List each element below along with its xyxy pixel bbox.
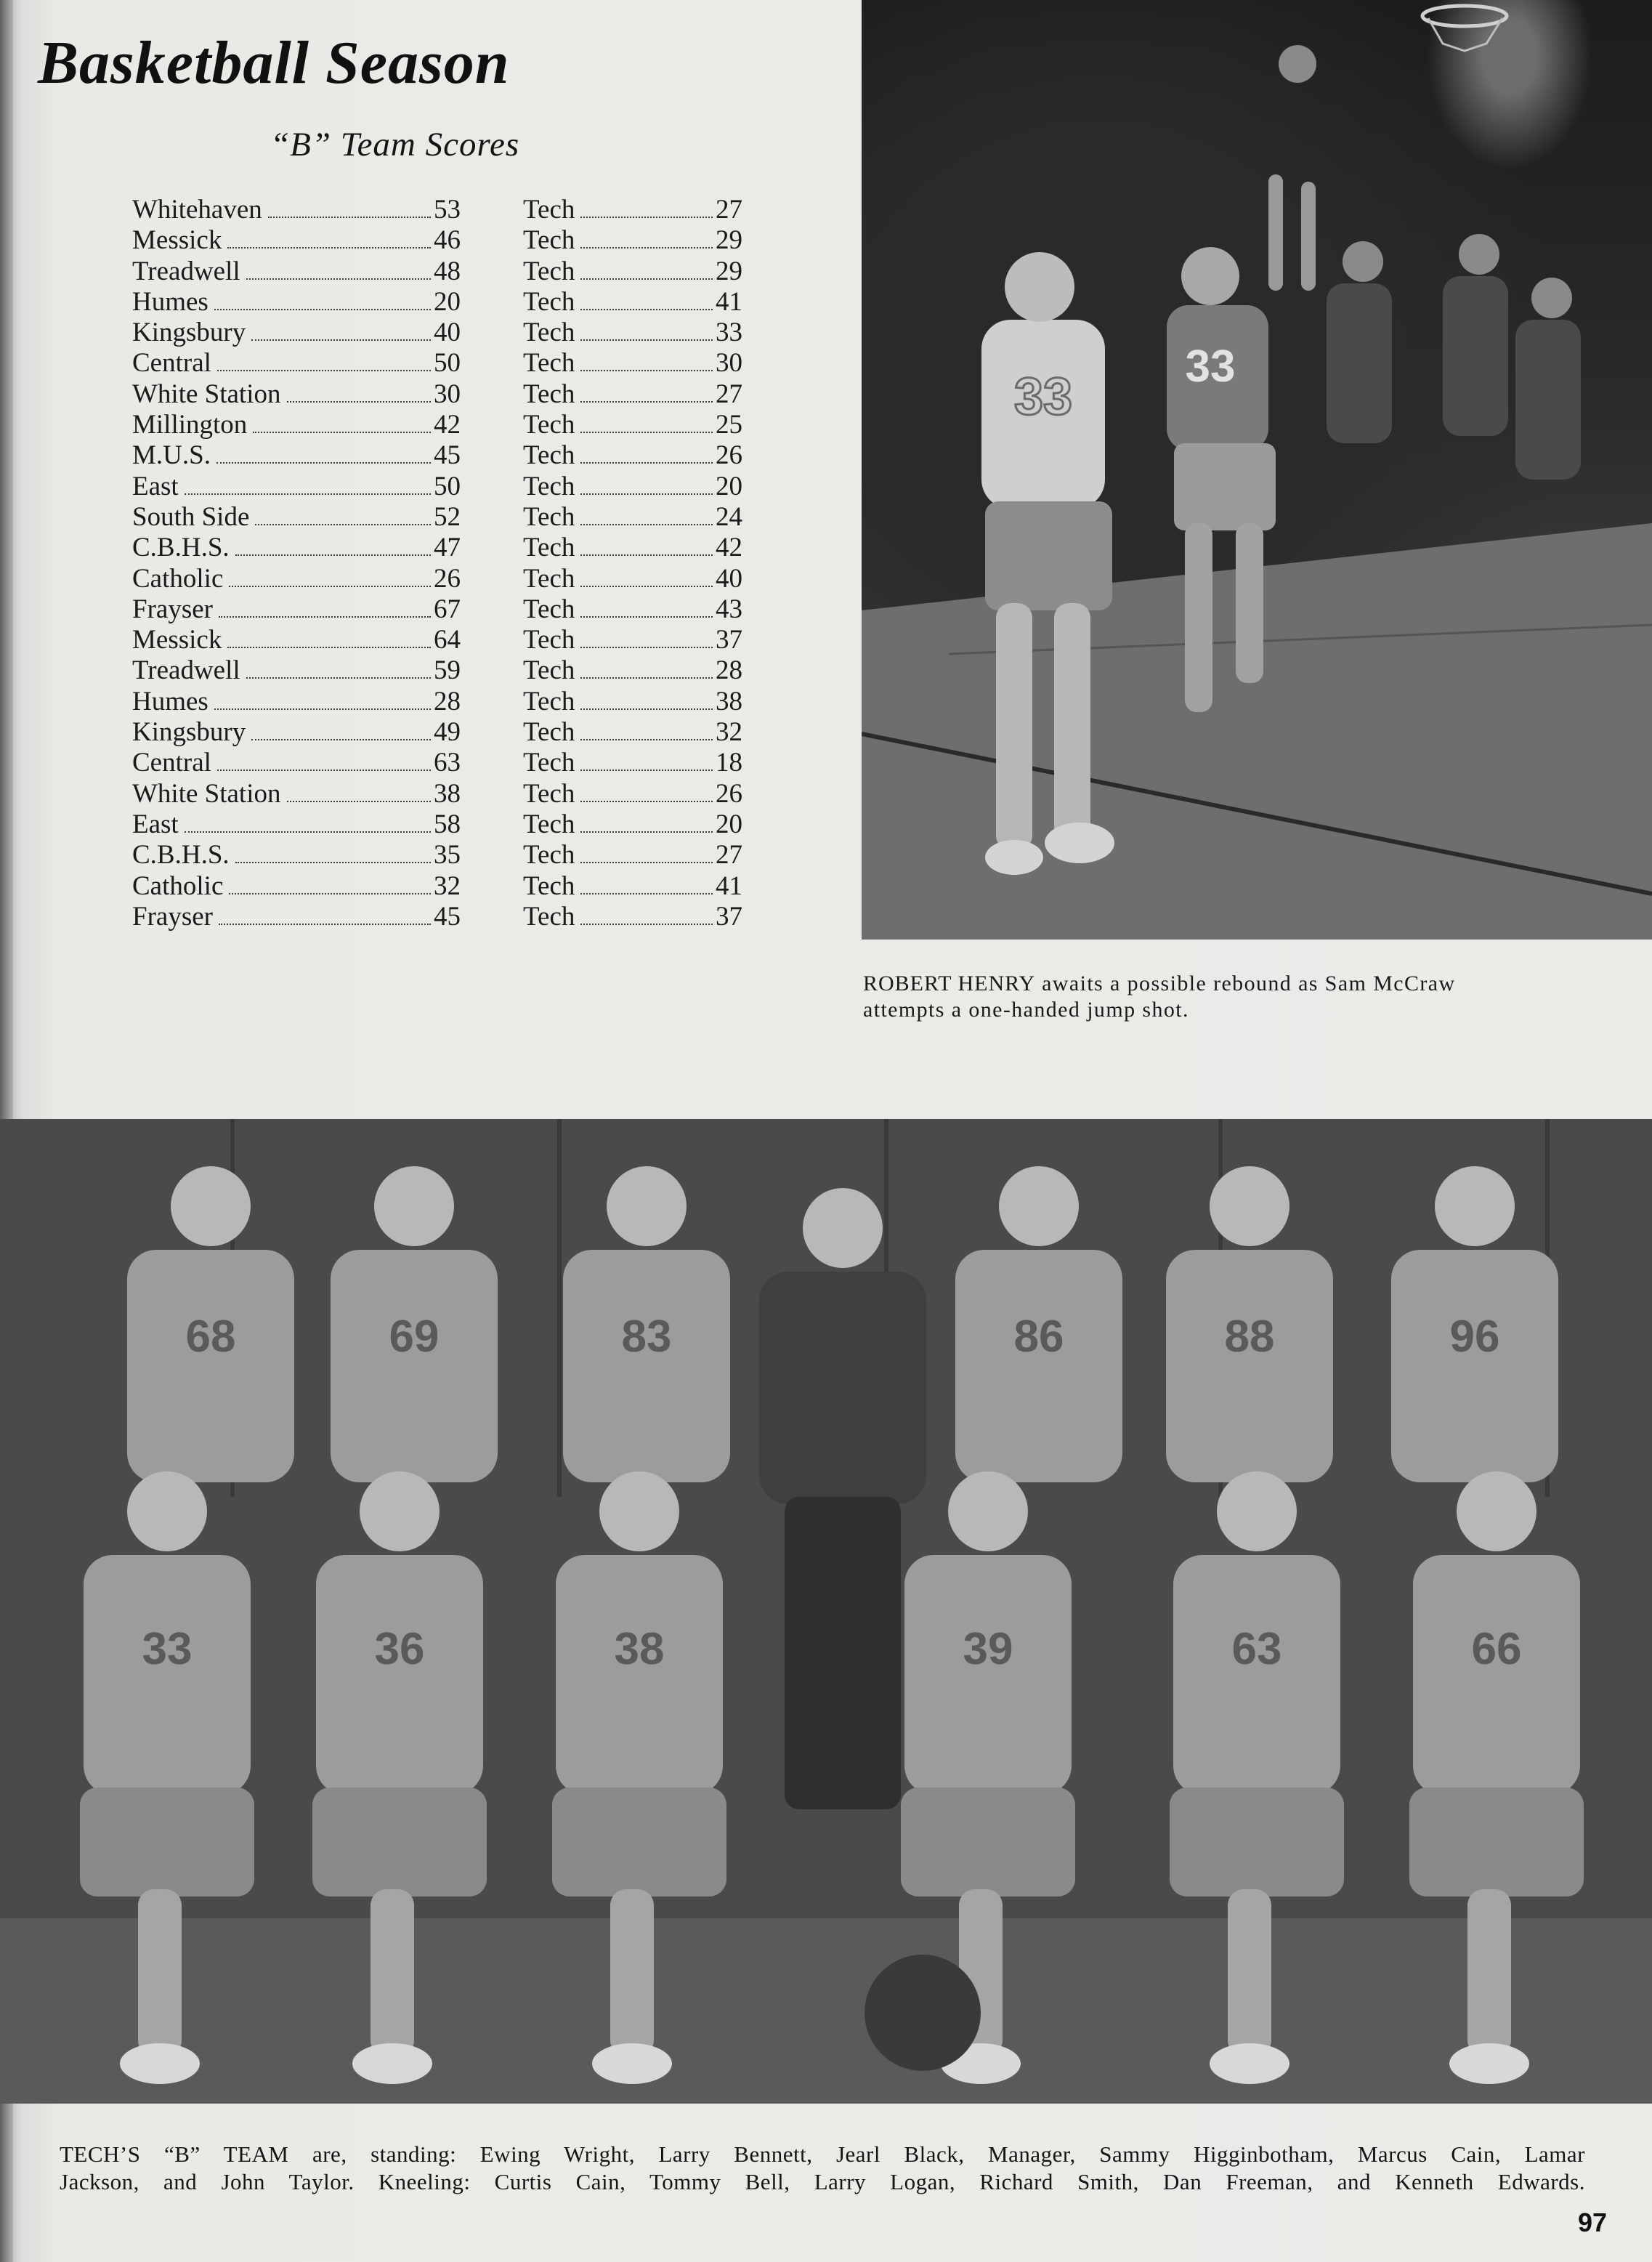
score-row (132, 440, 742, 471)
jersey-number: 66 (1471, 1624, 1522, 1674)
opponent-score: 52 (434, 501, 461, 532)
team-cell (523, 840, 742, 871)
team-name: Tech (523, 471, 575, 501)
score-row (132, 195, 742, 225)
dot-leader (580, 259, 713, 280)
opponent-name: Kingsbury (132, 717, 246, 748)
opponent-score: 32 (434, 871, 461, 901)
dot-leader (580, 567, 713, 587)
team-name: Tech (523, 256, 575, 286)
basketball (1279, 45, 1316, 83)
jersey-number: 39 (963, 1624, 1013, 1674)
team-name: Tech (523, 501, 575, 532)
team-name: Tech (523, 901, 575, 932)
score-row (132, 225, 742, 256)
team-cell (523, 502, 742, 533)
dot-leader (580, 320, 713, 341)
action-photo-caption (863, 971, 1590, 1023)
score-row (132, 655, 742, 686)
opponent-score: 48 (434, 256, 461, 286)
dot-leader (580, 536, 713, 556)
team-photo-illustration (0, 1119, 1652, 2104)
team-score: 18 (716, 748, 742, 778)
dot-leader (255, 505, 431, 525)
team-cell (523, 779, 742, 809)
dot-leader (219, 597, 431, 618)
opponent-cell (132, 533, 461, 563)
team-score: 29 (716, 256, 742, 286)
dot-leader (246, 658, 431, 679)
page-title: Basketball Season (38, 29, 510, 97)
opponent-score: 45 (434, 440, 461, 471)
opponent-name: Messick (132, 225, 222, 256)
jersey-number: 86 (1013, 1312, 1064, 1362)
scores-subtitle: “B” Team Scores (270, 126, 520, 163)
opponent-cell (132, 748, 461, 778)
dot-leader (580, 628, 713, 648)
jersey-number: 69 (389, 1312, 440, 1362)
jersey-number: 33 (1185, 342, 1236, 392)
team-score: 40 (716, 563, 742, 594)
opponent-score: 45 (434, 901, 461, 932)
team-score: 42 (716, 533, 742, 563)
opponent-cell (132, 257, 461, 287)
dot-leader (580, 474, 713, 495)
caption-lead-name: ROBERT HENRY (863, 972, 1036, 995)
opponent-score: 46 (434, 225, 461, 256)
opponent-name: East (132, 809, 179, 839)
raised-arm (1301, 182, 1316, 291)
team-score: 27 (716, 379, 742, 409)
dot-leader (287, 782, 432, 802)
opponent-score: 67 (434, 594, 461, 624)
caption-text: TECH’S “B” TEAM are, standing: Ewing Wright, Larry Bennett, Jearl Black, Manager, Sammy Higginbotham, Marcus Cain, Lamar (60, 2141, 1585, 2167)
opponent-name: C.B.H.S. (132, 840, 230, 871)
team-cell (523, 717, 742, 748)
opponent-cell (132, 717, 461, 748)
dot-leader (580, 812, 713, 833)
team-name: Tech (523, 717, 575, 748)
team-name: Tech (523, 286, 575, 317)
score-row (132, 287, 742, 318)
dot-leader (287, 382, 432, 403)
dot-leader (251, 720, 431, 740)
team-name: Tech (523, 809, 575, 839)
dot-leader (185, 812, 431, 833)
score-row (132, 594, 742, 625)
dot-leader (580, 228, 713, 249)
team-cell (523, 533, 742, 563)
score-row (132, 564, 742, 594)
score-row (132, 379, 742, 410)
opponent-name: White Station (132, 778, 281, 809)
opponent-name: White Station (132, 379, 281, 409)
team-score: 30 (716, 348, 742, 379)
score-row (132, 502, 742, 533)
team-name: Tech (523, 195, 575, 225)
team-name: Tech (523, 348, 575, 379)
dot-leader (580, 597, 713, 618)
opponent-score: 26 (434, 563, 461, 594)
opponent-name: Frayser (132, 594, 213, 624)
action-photo (862, 0, 1652, 940)
team-name: Tech (523, 625, 575, 655)
opponent-cell (132, 779, 461, 809)
opponent-cell (132, 840, 461, 871)
dot-leader (580, 351, 713, 371)
dot-leader (217, 751, 431, 771)
opponent-name: East (132, 471, 179, 501)
score-row (132, 257, 742, 287)
opponent-cell (132, 348, 461, 379)
team-cell (523, 809, 742, 840)
dot-leader (580, 413, 713, 433)
team-name: Tech (523, 840, 575, 871)
score-row (132, 533, 742, 563)
score-row (132, 779, 742, 809)
score-row (132, 318, 742, 348)
team-name: Tech (523, 533, 575, 563)
jersey-number: 63 (1231, 1624, 1282, 1674)
team-cell (523, 195, 742, 225)
opponent-score: 50 (434, 348, 461, 379)
opponent-cell (132, 502, 461, 533)
opponent-cell (132, 594, 461, 625)
dot-leader (251, 320, 431, 341)
gym-floor (0, 1918, 1652, 2104)
basketball (865, 1955, 981, 2071)
team-cell (523, 410, 742, 440)
caption-text: awaits a possible rebound as Sam McCraw (1035, 972, 1456, 995)
team-name: Tech (523, 440, 575, 471)
jersey-number: 38 (614, 1624, 665, 1674)
dot-leader (580, 782, 713, 802)
team-cell (523, 472, 742, 502)
dot-leader (580, 443, 713, 464)
opponent-name: South Side (132, 501, 250, 532)
opponent-name: Frayser (132, 901, 213, 932)
team-score: 32 (716, 717, 742, 748)
team-name: Tech (523, 871, 575, 901)
opponent-score: 28 (434, 686, 461, 716)
team-score: 27 (716, 840, 742, 871)
opponent-name: Kingsbury (132, 318, 246, 348)
opponent-cell (132, 225, 461, 256)
opponent-name: Catholic (132, 563, 224, 594)
opponent-score: 63 (434, 748, 461, 778)
opponent-score: 49 (434, 717, 461, 748)
opponent-score: 59 (434, 655, 461, 686)
opponent-score: 20 (434, 286, 461, 317)
score-row (132, 748, 742, 778)
team-score: 33 (716, 318, 742, 348)
opponent-name: C.B.H.S. (132, 533, 230, 563)
opponent-cell (132, 195, 461, 225)
opponent-cell (132, 564, 461, 594)
score-row (132, 348, 742, 379)
team-photo (0, 1119, 1652, 2104)
opponent-cell (132, 410, 461, 440)
team-name: Tech (523, 410, 575, 440)
team-cell (523, 655, 742, 686)
opponent-name: Millington (132, 410, 248, 440)
dot-leader (580, 751, 713, 771)
team-name: Tech (523, 686, 575, 716)
dot-leader (580, 690, 713, 710)
opponent-cell (132, 902, 461, 932)
team-cell (523, 348, 742, 379)
opponent-score: 53 (434, 195, 461, 225)
dot-leader (214, 290, 431, 310)
opponent-score: 42 (434, 410, 461, 440)
caption-text: attempts a one-handed jump shot. (863, 998, 1189, 1022)
dot-leader (268, 198, 431, 218)
team-name: Tech (523, 563, 575, 594)
opponent-score: 38 (434, 778, 461, 809)
action-photo-illustration (862, 0, 1652, 940)
opponent-cell (132, 287, 461, 318)
opponent-name: M.U.S. (132, 440, 211, 471)
team-score: 20 (716, 471, 742, 501)
team-cell (523, 871, 742, 902)
jersey-number: 33 (1013, 368, 1073, 426)
jersey-number: 88 (1224, 1312, 1275, 1362)
dot-leader (216, 443, 431, 464)
dot-leader (227, 628, 431, 648)
opponent-cell (132, 871, 461, 902)
opponent-score: 47 (434, 533, 461, 563)
team-photo-caption (60, 2141, 1585, 2196)
dot-leader (580, 874, 713, 894)
team-name: Tech (523, 748, 575, 778)
team-score: 25 (716, 410, 742, 440)
opponent-cell (132, 379, 461, 410)
dot-leader (580, 382, 713, 403)
score-row (132, 472, 742, 502)
score-row (132, 410, 742, 440)
dot-leader (185, 474, 431, 495)
dot-leader (235, 843, 431, 863)
team-cell (523, 625, 742, 655)
opponent-score: 30 (434, 379, 461, 409)
opponent-name: Central (132, 748, 211, 778)
score-table (132, 195, 742, 932)
opponent-score: 40 (434, 318, 461, 348)
team-cell (523, 594, 742, 625)
team-score: 37 (716, 625, 742, 655)
team-name: Tech (523, 594, 575, 624)
jersey-number: 96 (1449, 1312, 1500, 1362)
opponent-name: Whitehaven (132, 195, 262, 225)
team-cell (523, 287, 742, 318)
basketball-hoop (1422, 6, 1507, 26)
team-name: Tech (523, 225, 575, 256)
opponent-score: 50 (434, 471, 461, 501)
team-score: 26 (716, 440, 742, 471)
team-score: 29 (716, 225, 742, 256)
team-score: 38 (716, 686, 742, 716)
team-score: 28 (716, 655, 742, 686)
page-number: 97 (1578, 2208, 1608, 2237)
dot-leader (229, 874, 431, 894)
opponent-name: Central (132, 348, 211, 379)
opponent-score: 58 (434, 809, 461, 839)
dot-leader (580, 905, 713, 925)
team-name: Tech (523, 655, 575, 686)
team-cell (523, 440, 742, 471)
score-row (132, 871, 742, 902)
opponent-cell (132, 809, 461, 840)
team-score: 24 (716, 501, 742, 532)
opponent-cell (132, 655, 461, 686)
team-cell (523, 564, 742, 594)
jersey-number: 68 (185, 1312, 236, 1362)
team-cell (523, 257, 742, 287)
dot-leader (580, 198, 713, 218)
opponent-name: Humes (132, 286, 208, 317)
team-name: Tech (523, 379, 575, 409)
dot-leader (246, 259, 431, 280)
opponent-cell (132, 440, 461, 471)
team-score: 37 (716, 901, 742, 932)
score-row (132, 902, 742, 932)
dot-leader (580, 290, 713, 310)
team-name: Tech (523, 318, 575, 348)
team-cell (523, 379, 742, 410)
raised-arm (1268, 174, 1283, 291)
dot-leader (217, 351, 431, 371)
opponent-cell (132, 625, 461, 655)
team-score: 27 (716, 195, 742, 225)
opponent-name: Humes (132, 686, 208, 716)
opponent-cell (132, 318, 461, 348)
score-row (132, 809, 742, 840)
opponent-name: Treadwell (132, 655, 240, 686)
dot-leader (229, 567, 431, 587)
score-row (132, 625, 742, 655)
team-score: 20 (716, 809, 742, 839)
dot-leader (580, 658, 713, 679)
opponent-score: 64 (434, 625, 461, 655)
team-cell (523, 687, 742, 717)
opponent-score: 35 (434, 840, 461, 871)
caption-text: Jackson, and John Taylor. Kneeling: Curtis Cain, Tommy Bell, Larry Logan, Richard Smith, Dan Freeman, and Kenneth Edwards. (60, 2169, 1585, 2194)
jersey-number: 36 (374, 1624, 425, 1674)
team-score: 43 (716, 594, 742, 624)
opponent-cell (132, 687, 461, 717)
score-row (132, 840, 742, 871)
team-score: 41 (716, 871, 742, 901)
opponent-name: Catholic (132, 871, 224, 901)
background-players (1327, 234, 1581, 480)
team-cell (523, 318, 742, 348)
dot-leader (580, 720, 713, 740)
dot-leader (214, 690, 431, 710)
jersey-number: 33 (142, 1624, 193, 1674)
team-name: Tech (523, 778, 575, 809)
opponent-name: Treadwell (132, 256, 240, 286)
team-cell (523, 902, 742, 932)
jersey-number: 83 (621, 1312, 672, 1362)
team-cell (523, 748, 742, 778)
dot-leader (219, 905, 431, 925)
dot-leader (235, 536, 431, 556)
score-row (132, 687, 742, 717)
opponent-name: Messick (132, 625, 222, 655)
team-cell (523, 225, 742, 256)
team-score: 41 (716, 286, 742, 317)
score-row (132, 717, 742, 748)
dot-leader (580, 843, 713, 863)
team-score: 26 (716, 778, 742, 809)
dot-leader (253, 413, 431, 433)
opponent-cell (132, 472, 461, 502)
dot-leader (227, 228, 431, 249)
dot-leader (580, 505, 713, 525)
